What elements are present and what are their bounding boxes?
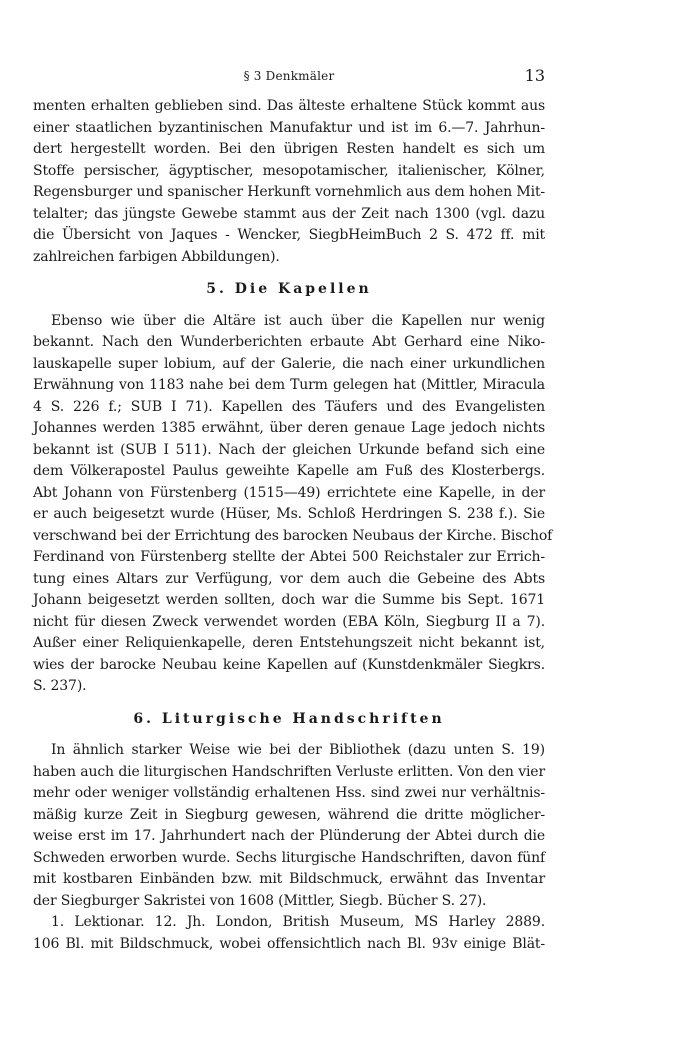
- paragraph-handschriften: [33, 740, 545, 912]
- text-line: Schweden erworben wurde. Sechs liturgische Handschriften, davon fünf: [33, 849, 545, 866]
- text-line: die Übersicht von Jaques - Wencker, SiegbHeimBuch 2 S. 472 ff. mit: [33, 227, 545, 243]
- text-line: Abt Johann von Fürstenberg (1515—49) errichtete eine Kapelle, in der: [33, 484, 545, 501]
- text-line: mehr oder weniger vollständig erhaltenen Hss. sind zwei nur verhältnis-: [33, 785, 545, 801]
- text-line: dert hergestellt worden. Bei den übrigen Resten handelt es sich um: [33, 141, 545, 157]
- page-number: 13: [524, 66, 545, 85]
- text-line: Ebenso wie über die Altäre ist auch über die Kapellen nur wenig: [51, 312, 545, 329]
- text-line: haben auch die liturgischen Handschriften Verluste erlitten. Von den vier: [33, 763, 545, 780]
- text-line: tung eines Altars zur Verfügung, vor dem auch die Gebeine des Abts: [33, 570, 545, 587]
- text-line: 1. Lektionar. 12. Jh. London, British Museum, MS Harley 2889.: [51, 914, 545, 930]
- text-line: der Siegburger Sakristei von 1608 (Mittler, Siegb. Bücher S. 27).: [33, 892, 487, 909]
- text-line: 106 Bl. mit Bildschmuck, wobei offensichtlich nach Bl. 93v einige Blät-: [33, 935, 545, 952]
- text-line: Erwähnung von 1183 nahe bei dem Turm gelegen hat (Mittler, Miracula: [33, 377, 545, 393]
- text-line: dem Völkerapostel Paulus geweihte Kapelle am Fuß des Klosterbergs.: [33, 463, 545, 479]
- text-line: bekannt. Nach den Wunderberichten erbaute Abt Gerhard eine Niko-: [33, 334, 545, 350]
- text-line: S. 237).: [33, 678, 87, 694]
- text-line: einer staatlichen byzantinischen Manufaktur und ist im 6.—7. Jahrhun-: [33, 119, 545, 136]
- text-line: In ähnlich starker Weise wie bei der Bibliothek (dazu unten S. 19): [51, 742, 545, 758]
- text-line: weise erst im 17. Jahrhundert nach der Plünderung der Abtei durch die: [33, 828, 545, 844]
- text-line: mäßig kurze Zeit in Siegburg gewesen, während die dritte möglicher-: [33, 806, 545, 823]
- text-line: Johannes werden 1385 erwähnt, über deren genaue Lage jedoch nichts: [33, 420, 545, 436]
- text-line: 4 S. 226 f.; SUB I 71). Kapellen des Täufers und des Evangelisten: [33, 398, 545, 415]
- section-heading-kapellen: 5. Die Kapellen: [206, 281, 372, 297]
- text-line: bekannt ist (SUB I 511). Nach der gleichen Urkunde befand sich eine: [33, 441, 545, 458]
- text-line: nicht für diesen Zweck verwendet worden (EBA Köln, Siegburg II a 7).: [33, 613, 545, 630]
- paragraph-lektionar: [33, 912, 545, 955]
- text-line: er auch beigesetzt wurde (Hüser, Ms. Schloß Herdringen S. 238 f.). Sie: [33, 506, 545, 522]
- text-line: mit kostbaren Einbänden bzw. mit Bildschmuck, erwähnt das Inventar: [33, 871, 545, 887]
- text-line: menten erhalten geblieben sind. Das älteste erhaltene Stück kommt aus: [33, 98, 545, 114]
- running-header: [33, 66, 545, 88]
- text-line: Außer einer Reliquienkapelle, deren Entstehungszeit nicht bekannt ist,: [33, 635, 545, 651]
- document-page: [33, 66, 553, 955]
- text-line: wies der barocke Neubau keine Kapellen auf (Kunstdenkmäler Siegkrs.: [33, 656, 545, 673]
- text-line: Regensburger und spanischer Herkunft vornehmlich aus dem hohen Mit-: [33, 184, 545, 200]
- paragraph-textiles: [33, 96, 545, 268]
- paragraph-kapellen: [33, 311, 553, 698]
- running-title: § 3 Denkmäler: [243, 69, 335, 83]
- text-line: Ferdinand von Fürstenberg stellte der Abtei 500 Reichstaler zur Errich-: [33, 549, 545, 565]
- section-heading-handschriften: 6. Liturgische Handschriften: [133, 710, 445, 727]
- text-line: Stoffe persischer, ägyptischer, mesopotamischer, italienischer, Kölner,: [33, 162, 545, 179]
- text-line: zahlreichen farbigen Abbildungen).: [33, 248, 280, 265]
- text-line: lauskapelle super lobium, auf der Galerie, die nach einer urkundlichen: [33, 355, 545, 372]
- text-line: Johann beigesetzt werden sollten, doch war die Summe bis Sept. 1671: [33, 592, 545, 608]
- text-line: telalter; das jüngste Gewebe stammt aus der Zeit nach 1300 (vgl. dazu: [33, 205, 545, 222]
- text-line: verschwand bei der Errichtung des barocken Neubaus der Kirche. Bischof: [33, 527, 553, 544]
